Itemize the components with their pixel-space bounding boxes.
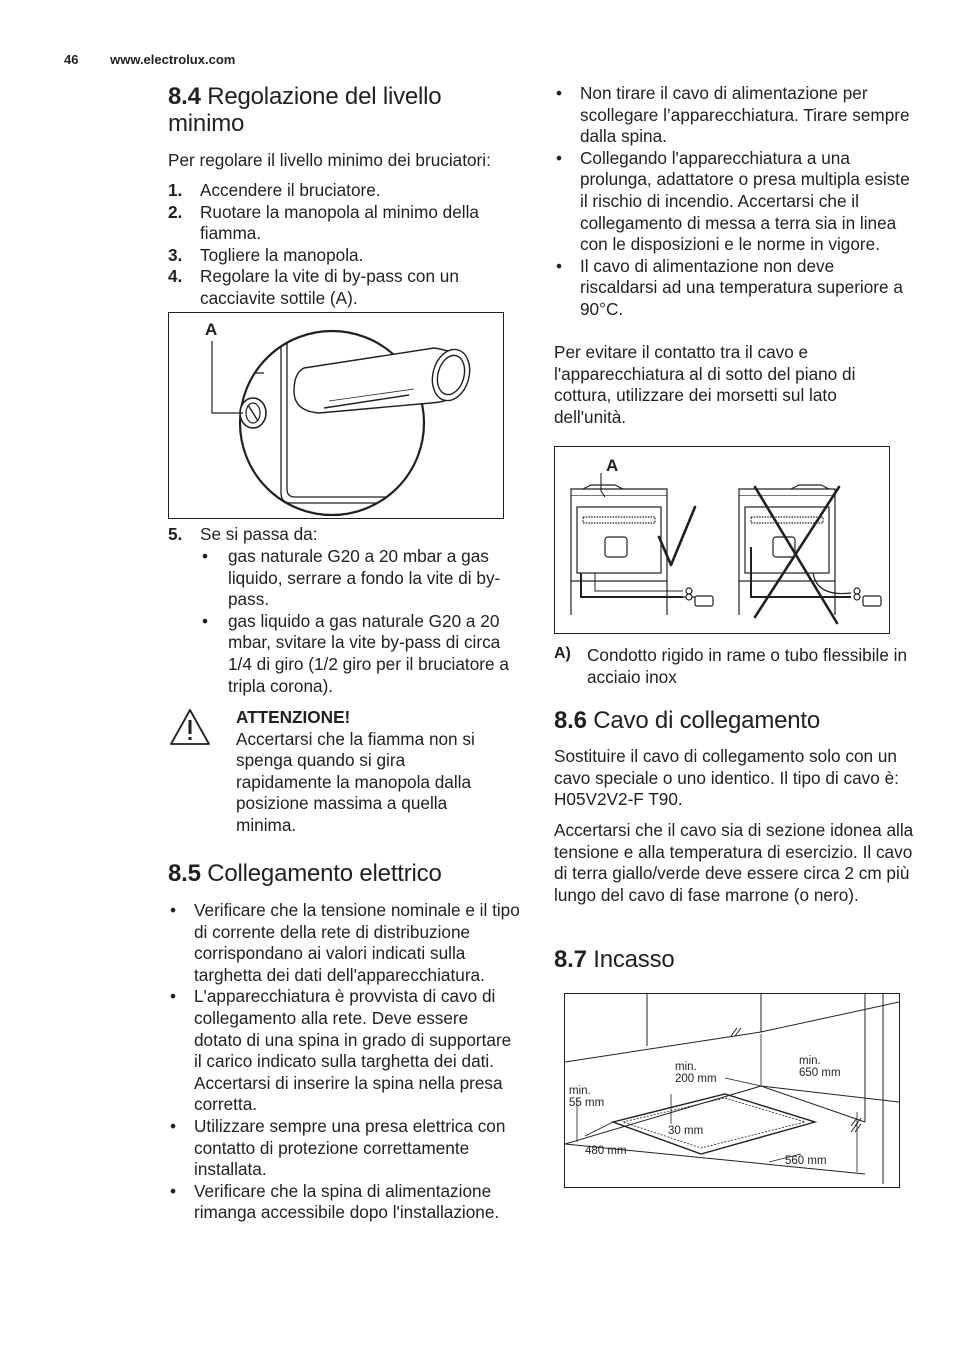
step-item: 3. Togliere la manopola. — [168, 244, 364, 265]
figure-note — [554, 645, 917, 688]
warning-text: Accertarsi che la fiamma non si spenga quando si gira rapidamente la manopola dalla posizione massima a quella minima. — [236, 728, 475, 835]
connection-illustration — [555, 447, 889, 633]
dim-min-200-label: min. — [675, 1061, 697, 1073]
cable-section-paragraph: Accertarsi che il cavo sia di sezione idonea alla tensione e alla temperatura di esercizio. Il cavo di terra giallo/verde deve essere circa 2 cm più lungo del cavo di fase marrone (o nero). — [554, 820, 914, 905]
step5-list — [168, 524, 518, 546]
bypass-screw-figure — [168, 312, 504, 519]
list-item: • gas naturale G20 a 20 mbar a gas liquido, serrare a fondo la vite di by-pass. — [200, 546, 520, 611]
step5-bullets — [200, 546, 520, 697]
section-8-4-intro: Per regolare il livello minimo dei bruciatori: — [168, 150, 491, 170]
appliance-correct — [571, 485, 713, 615]
warning-triangle-icon — [168, 707, 212, 747]
step-item: 5. Se si passa da: — [168, 524, 318, 544]
step-item: 1. Accendere il bruciatore. — [168, 180, 381, 200]
connection-figure — [554, 446, 890, 634]
list-item: • Verificare che la tensione nominale e il tipo di corrente della rete di distribuzione corrispondano ai valori indicati sulla targhetta dei dati dell'apparecchiatura. — [168, 900, 520, 986]
list-item: • Verificare che la spina di alimentazione rimanga accessibile dopo l'installazione. — [168, 1181, 520, 1224]
dim-min-55-label: min. — [569, 1085, 591, 1097]
list-item: • Il cavo di alimentazione non deve riscaldarsi ad una temperatura superiore a 90°C. — [554, 256, 914, 321]
dim-min-650-label: min. — [799, 1055, 821, 1067]
list-item: • Non tirare il cavo di alimentazione per scollegare l’apparecchiatura. Tirare sempre dalla spina. — [554, 83, 914, 148]
built-in-dimensions-illustration — [565, 994, 899, 1187]
list-item: • L'apparecchiatura è provvista di cavo di collegamento alla rete. Deve essere dotato di una spina in grado di supportare il carico indicato sulla targhetta dei dati. Accertarsi di inserire la spina nella presa corretta. — [168, 986, 520, 1116]
warning-title: ATTENZIONE! — [236, 707, 351, 727]
page-number: 46 — [64, 52, 79, 67]
cable-clamps-paragraph: Per evitare il contatto tra il cavo e l'apparecchiatura al di sotto del piano di cottura, utilizzare dei morsetti sul lato dell'unità. — [554, 342, 856, 427]
dim-30-label: 30 mm — [668, 1125, 704, 1137]
cable-type-paragraph: Sostituire il cavo di collegamento solo con un cavo speciale o uno identico. Il tipo di cavo è: H05V2V2-F T90. — [554, 746, 899, 810]
built-in-dimensions-figure — [564, 993, 900, 1188]
dim-min-200-value: 200 mm — [675, 1073, 717, 1085]
list-item: • Collegando l'apparecchiatura a una prolunga, adattatore o presa multipla esiste il rischio di incendio. Accertarsi che il collegamento di messa a terra sia in linea con le disposizioni e le norme in vigore. — [554, 148, 914, 256]
section-8-6-heading: 8.6 Cavo di collegamento — [554, 707, 821, 734]
page-header — [64, 52, 235, 67]
note-text: Condotto rigido in rame o tubo flessibile in acciaio inox — [587, 645, 908, 687]
note-key: A) — [554, 645, 571, 662]
section-8-5-heading: 8.5 Collegamento elettrico — [168, 860, 442, 887]
list-item: • gas liquido a gas naturale G20 a 20 mbar, svitare la vite by-pass di circa 1/4 di giro (1/2 giro per il bruciatore a tripla corona). — [200, 611, 520, 697]
dim-560-label: 560 mm — [785, 1155, 827, 1167]
figure-label-a: A — [205, 320, 218, 339]
list-item: • Utilizzare sempre una presa elettrica con contatto di protezione correttamente installata. — [168, 1116, 520, 1181]
step-item: 2. Ruotare la manopola al minimo della fiamma. — [168, 201, 479, 244]
figure-label-a: A — [606, 456, 619, 475]
step-item: 4. Regolare la vite di by-pass con un cacciavite sottile (A). — [168, 266, 459, 308]
section-8-7-heading: 8.7 Incasso — [554, 946, 675, 973]
dim-min-55-value: 55 mm — [569, 1097, 605, 1109]
dim-480-label: 480 mm — [585, 1145, 627, 1157]
electrical-bullets-right — [554, 83, 914, 321]
website-url: www.electrolux.com — [110, 52, 236, 67]
electrical-bullets-left — [168, 900, 520, 1224]
adjust-steps-list — [168, 180, 508, 310]
dim-min-650-value: 650 mm — [799, 1067, 841, 1079]
warning-box — [168, 707, 488, 837]
appliance-incorrect — [739, 485, 881, 615]
section-8-4-heading: 8.4 Regolazione del livello minimo — [168, 83, 442, 137]
bypass-screw-illustration — [169, 313, 503, 518]
